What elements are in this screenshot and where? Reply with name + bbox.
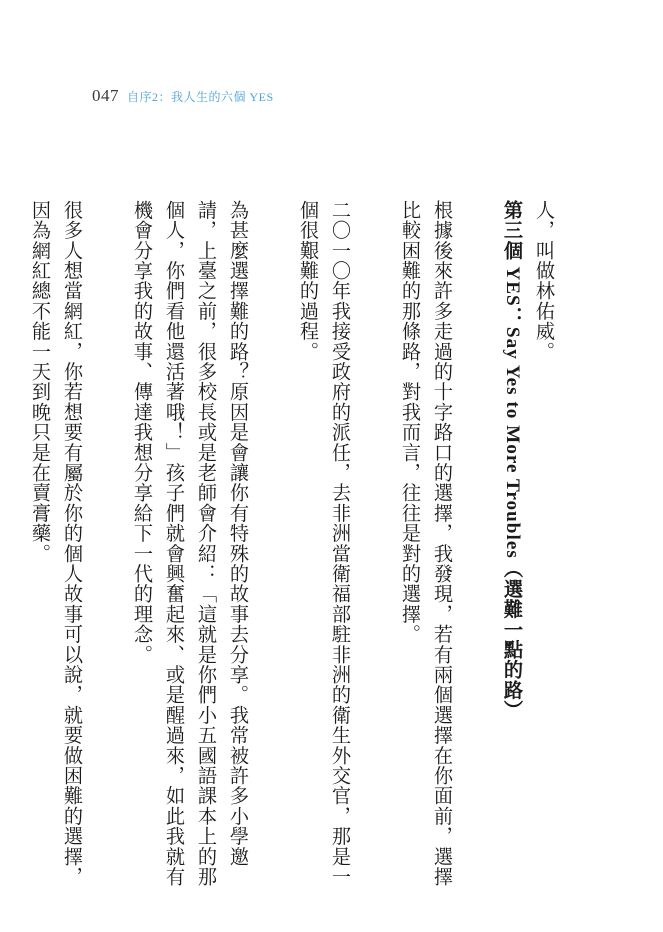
paragraph: 為甚麼選擇難的路？原因是會讓你有特殊的故事去分享。我常被許多小學邀請，上臺之前，很多校長或是老師會介紹：「這就是你們小五國語課本上的那個人，你們看他還活著哦！」孩子們就會興奮起來、或是醒過來，如此我就有機會分享我的故事、傳達我想分享給下一代的理念。 (131, 200, 250, 887)
section-heading-number: 第三個 (501, 200, 524, 261)
running-title: 自序2：我人生的六個 YES (127, 90, 274, 104)
paragraph-continuation: 人，叫做林佑威。 (533, 200, 556, 362)
section-heading-latin: YES：Say Yes to More Troubles (502, 260, 523, 559)
vertical-body-text (29, 200, 560, 890)
section-heading (496, 200, 528, 890)
paragraph: 很多人想當網紅，你若想要有屬於你的個人故事可以說，就要做困難的選擇，因為網紅總不能一天到晚只是在賣膏藥。 (29, 200, 84, 887)
paragraph: 根據後來許多走過的十字路口的選擇，我發現，若有兩個選擇在你面前，選擇比較困難的那條路，對我而言，往往是對的選擇。 (399, 200, 454, 887)
paragraph: 二〇一〇年我接受政府的派任，去非洲當衛福部駐非洲的衛生外交官，那是一個很艱難的過程。 (297, 200, 352, 887)
section-heading-subtitle: （選難一點的路） (501, 558, 524, 721)
page-header (92, 86, 274, 108)
page-number: 047 (92, 86, 119, 105)
